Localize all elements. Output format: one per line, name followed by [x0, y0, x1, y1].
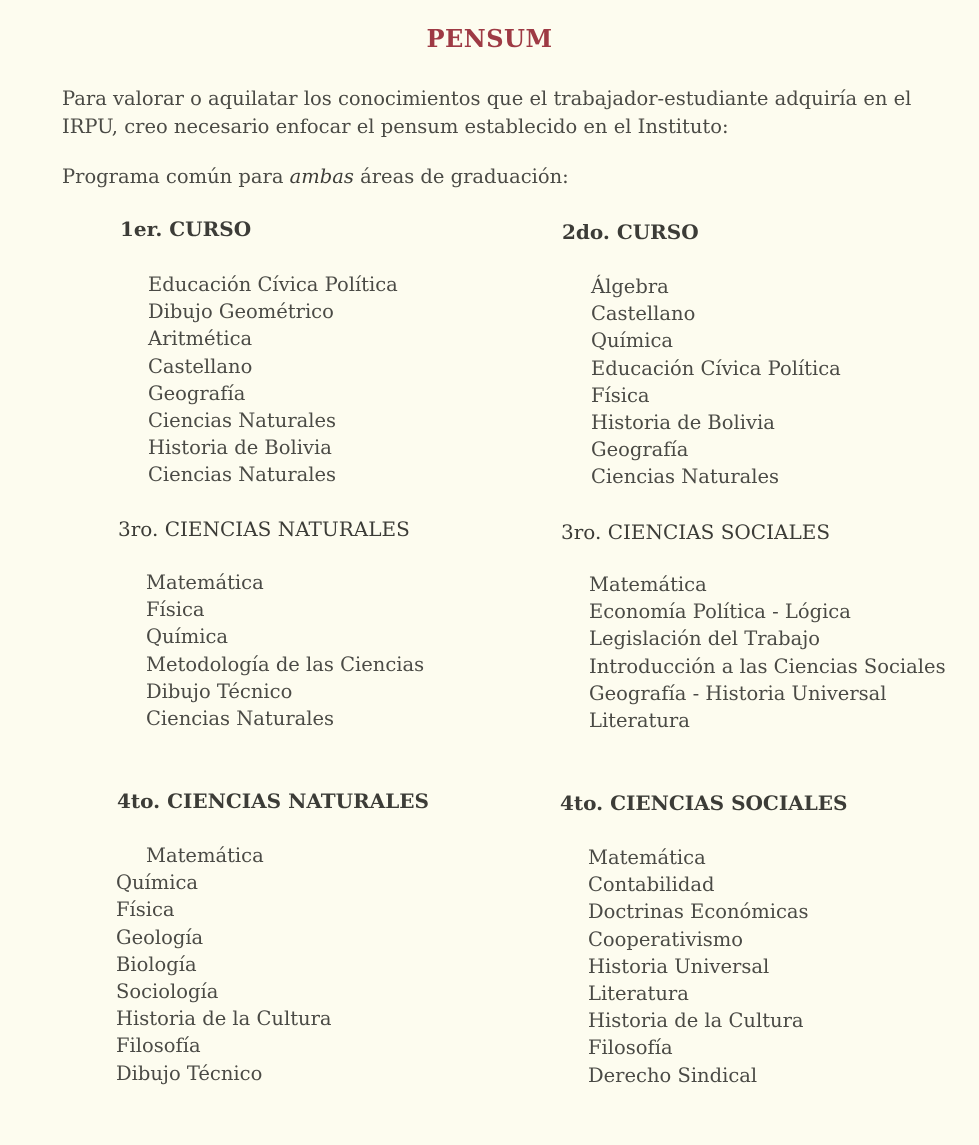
subject-item: Aritmética [148, 327, 253, 351]
course-4-social-heading: 4to. CIENCIAS SOCIALES [560, 791, 848, 815]
subject-item: Economía Política - Lógica [589, 600, 851, 624]
subject-item: Física [116, 898, 175, 922]
subject-item: Sociología [116, 980, 219, 1004]
subject-item: Castellano [591, 302, 696, 326]
course-4-social-subjects [588, 844, 809, 1089]
page-title: PENSUM [426, 24, 553, 53]
subject-item: Química [116, 871, 199, 895]
intro-paragraph: Para valorar o aquilatar los conocimientos que el trabajador-estudiante adquiría en el IRPU, creo necesario enfocar el pensum establecido en el Instituto: [62, 87, 912, 138]
subject-item: Dibujo Geométrico [148, 300, 334, 324]
subject-item: Introducción a las Ciencias Sociales [589, 654, 946, 678]
subject-item: Historia de la Cultura [588, 1009, 804, 1033]
subject-item: Filosofía [588, 1036, 673, 1060]
subject-item: Geología [116, 925, 204, 949]
subject-item: Literatura [588, 982, 689, 1006]
course-3-social-subjects [589, 571, 946, 734]
subject-item: Historia de Bolivia [148, 436, 332, 460]
subject-item: Matemática [146, 844, 264, 867]
subject-item: Metodología de las Ciencias [146, 652, 425, 676]
subject-item: Literatura [589, 709, 690, 733]
course-3-natural-heading: 3ro. CIENCIAS NATURALES [118, 517, 410, 541]
common-program-line [62, 163, 569, 191]
course-4-natural-subjects [116, 842, 332, 1087]
subject-item: Física [146, 598, 205, 622]
course-4-natural-heading: 4to. CIENCIAS NATURALES [117, 789, 429, 813]
subject-item: Derecho Sindical [588, 1063, 758, 1087]
subject-item: Ciencias Naturales [148, 463, 337, 487]
subject-item: Historia Universal [588, 954, 770, 978]
subject-item: Ciencias Naturales [146, 707, 335, 731]
subject-item: Matemática [589, 573, 707, 596]
course-2-heading: 2do. CURSO [562, 220, 699, 244]
subject-item: Geografía [591, 438, 689, 462]
subject-item: Geografía [148, 381, 246, 405]
subject-item: Álgebra [591, 275, 669, 298]
subject-item: Física [591, 383, 650, 407]
subject-item: Castellano [148, 354, 253, 378]
subject-item: Química [591, 329, 674, 353]
subject-item: Matemática [146, 571, 264, 594]
subject-item: Filosofía [116, 1034, 201, 1058]
subject-item: Historia de Bolivia [591, 411, 775, 435]
common-program-after: áreas de graduación: [353, 165, 569, 188]
subject-item: Geografía - Historia Universal [589, 681, 887, 705]
subject-item: Cooperativismo [588, 927, 743, 951]
subject-item: Dibujo Técnico [146, 679, 293, 703]
subject-item: Educación Cívica Política [591, 356, 841, 380]
common-program-emphasis: ambas [289, 165, 354, 188]
subject-item: Doctrinas Económicas [588, 900, 809, 924]
subject-item: Contabilidad [588, 873, 715, 897]
subject-item: Química [146, 625, 229, 649]
subject-item: Educación Cívica Política [148, 273, 398, 296]
course-2-subjects [591, 273, 841, 491]
subject-item: Ciencias Naturales [591, 465, 780, 489]
subject-item: Dibujo Técnico [116, 1061, 263, 1085]
course-1-subjects [148, 271, 398, 489]
subject-item: Historia de la Cultura [116, 1007, 332, 1031]
course-3-natural-subjects [146, 569, 424, 732]
subject-item: Biología [116, 952, 197, 976]
course-1-heading: 1er. CURSO [120, 217, 252, 241]
common-program-before: Programa común para [62, 165, 290, 188]
course-3-social-heading: 3ro. CIENCIAS SOCIALES [561, 520, 831, 544]
subject-item: Legislación del Trabajo [589, 627, 821, 651]
subject-item: Ciencias Naturales [148, 409, 337, 433]
subject-item: Matemática [588, 846, 706, 869]
